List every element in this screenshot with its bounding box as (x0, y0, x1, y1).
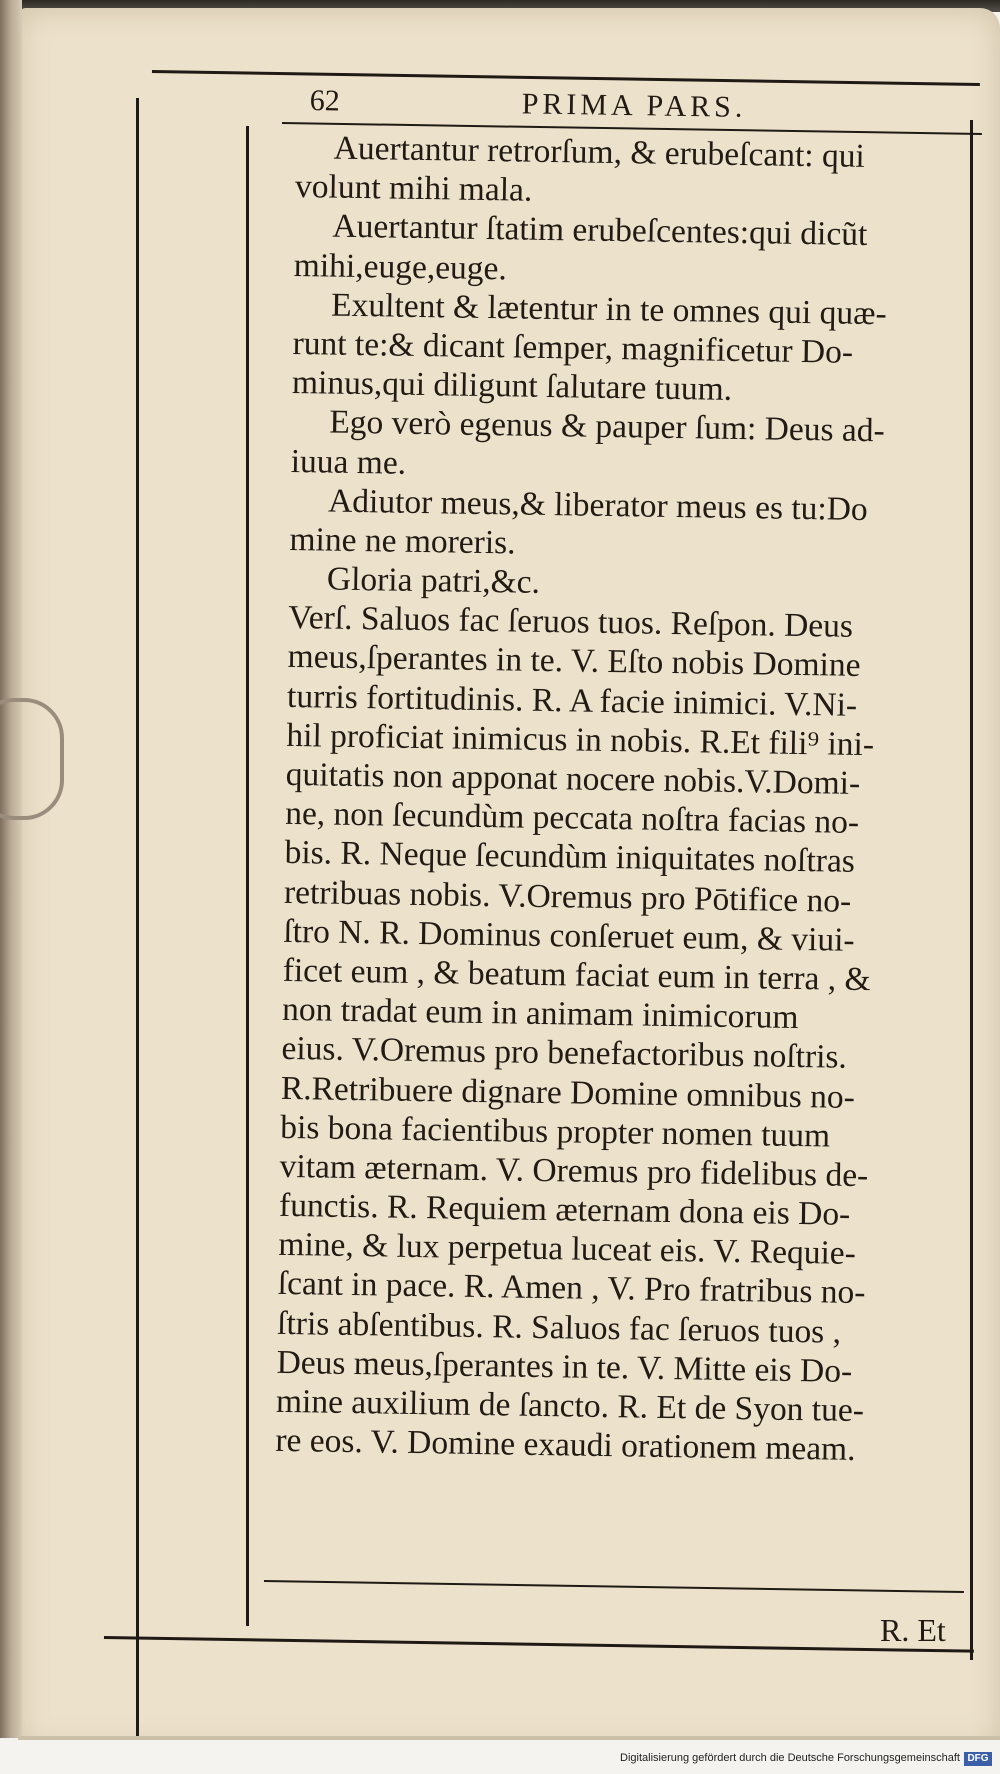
text-line: bis bona facientibus propter nomen tuum (280, 1108, 831, 1155)
text-line: ſcant in pace. R. Amen , V. Pro fratribus no- (277, 1265, 866, 1312)
text-line: mihi,euge,euge. (293, 246, 508, 287)
digitization-credit: Digitalisierung gefördert durch die Deutsche Forschungsgemeinschaft (620, 1752, 960, 1764)
text-line: Auertantur retrorſum, & erubeſcant: qui (333, 129, 866, 175)
text-line: R.Retribuere dignare Domine omnibus no- (280, 1069, 856, 1116)
text-left-border-rule (246, 126, 249, 1626)
catchword: R. Et (880, 1612, 946, 1648)
text-line: quitatis non apponat nocere nobis.V.Domi- (285, 755, 861, 802)
text-line: iuua me. (290, 442, 407, 482)
text-line: ſtro N. R. Dominus conſeruet eum, & viui- (283, 912, 855, 959)
text-line: ne, non ſecundùm peccata noſtra facias no- (284, 795, 860, 842)
text-line: Adiutor meus,& liberator meus es tu:Do (327, 482, 869, 528)
dfg-logo: DFG (964, 1752, 992, 1766)
text-line: mine auxilium de ſancto. R. Et de Syon tue- (275, 1382, 865, 1430)
text-line: Gloria patri,&c. (326, 560, 541, 601)
text-line: Deus meus,ſperantes in te. V. Mitte eis Do- (276, 1343, 853, 1390)
right-border-rule (970, 120, 973, 1660)
text-line: mine, & lux perpetua luceat eis. V. Requie- (278, 1226, 857, 1273)
text-line: volunt mihi mala. (294, 168, 533, 209)
text-line: turris fortitudinis. R. A facie inimici. V.Ni- (286, 677, 858, 724)
page-number: 62 (309, 84, 340, 118)
text-line: mine ne moreris. (289, 520, 516, 562)
text-line: hil proficiat inimicus in nobis. R.Et fili⁹ ini- (286, 716, 875, 763)
text-line: functis. R. Requiem æternam dona eis Do- (278, 1186, 851, 1233)
running-head: PRIMA PARS. (521, 87, 747, 124)
text-line: meus,ſperantes in te. V. Eſto nobis Domine (287, 638, 861, 685)
text-line: runt te:& dicant ſemper, magnificetur Do- (292, 324, 854, 371)
text-line: Ego verò egenus & pauper ſum: Deus ad- (329, 403, 885, 450)
text-line: vitam æternam. V. Oremus pro fidelibus de- (279, 1147, 869, 1194)
text-line: Verſ. Saluos fac ſeruos tuos. Reſpon. Deus (288, 599, 854, 646)
text-line: ficet eum , & beatum faciat eum in terra , & (282, 951, 871, 999)
book-clasp (0, 698, 64, 820)
body-text (275, 128, 956, 1471)
text-line: non tradat eum in animam inimicorum (281, 991, 799, 1037)
text-line: retribuas nobis. V.Oremus pro Pōtifice no- (283, 873, 852, 920)
book-spine-edge (0, 0, 22, 1774)
page-header (309, 84, 830, 132)
text-line: bis. R. Neque ſecundùm iniquitates noſtras (284, 834, 856, 881)
text-line: eius. V.Oremus pro benefactoribus noſtris. (281, 1030, 848, 1077)
text-line: ſtris abſentibus. R. Saluos fac ſeruos tuos , (276, 1304, 842, 1351)
text-line: minus,qui diligunt ſalutare tuum. (291, 364, 733, 409)
text-line: Auertantur ſtatim erubeſcentes:qui dicũt (332, 207, 868, 254)
text-line: re eos. V. Domine exaudi orationem meam. (275, 1422, 856, 1469)
text-line: Exultent & lætentur in te omnes qui quæ- (330, 286, 887, 333)
left-border-rule (136, 98, 139, 1748)
page-bottom-edge (18, 1736, 1000, 1740)
